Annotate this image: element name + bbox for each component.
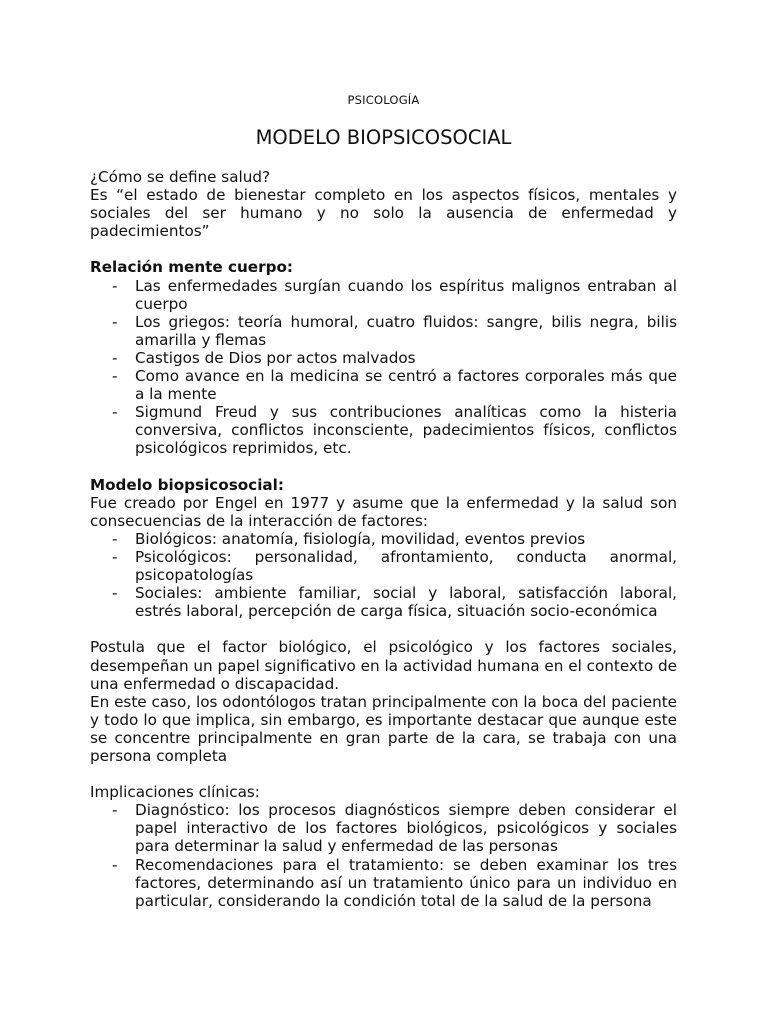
spacer <box>90 620 677 638</box>
list-item-text: Las enfermedades surgían cuando los espíritus malignos entraban al cuerpo <box>135 276 677 313</box>
document-page <box>90 0 677 1024</box>
document-title: MODELO BIOPSICOSOCIAL <box>255 126 512 149</box>
list-item <box>90 801 677 855</box>
dash-marker: - <box>112 276 118 295</box>
list-item <box>90 349 677 367</box>
dash-marker: - <box>112 801 118 820</box>
list-item <box>90 856 677 910</box>
list-item-text: Castigos de Dios por actos malvados <box>135 348 416 367</box>
section-heading-mente-cuerpo: Relación mente cuerpo: <box>90 258 293 277</box>
list-mente-cuerpo <box>90 277 677 458</box>
list-factores <box>90 530 677 620</box>
dash-marker: - <box>112 529 118 548</box>
list-item <box>90 548 677 584</box>
list-item <box>90 367 677 403</box>
section-intro-modelo: Fue creado por Engel en 1977 y asume que la enfermedad y la salud son consecuencias de la interacción de factores: <box>90 493 677 530</box>
intro-definition: Es “el estado de bienestar completo en los aspectos físicos, mentales y sociales del ser humano y no solo la ausencia de enfermedad y padecimientos” <box>90 186 677 241</box>
list-item-text: Psicológicos: personalidad, afrontamiento, conducta anormal, psicopatologías <box>135 547 677 585</box>
list-item-text: Sigmund Freud y sus contribuciones analíticas como la histeria conversiva, conflictos inconsciente, padecimientos físicos, conflictos psicológicos reprimidos, etc. <box>135 403 677 458</box>
section-heading-modelo: Modelo biopsicosocial: <box>90 475 284 494</box>
document-body <box>90 168 677 910</box>
intro-question: ¿Cómo se define salud? <box>90 168 271 186</box>
section-heading-implicaciones: Implicaciones clínicas: <box>90 783 260 802</box>
list-item <box>90 277 677 313</box>
dash-marker: - <box>112 312 118 331</box>
list-item-text: Diagnóstico: los procesos diagnósticos siempre deben considerar el papel interactivo de los factores biológicos, psicológicos y sociales para determinar la salud y enfermedad de las personas <box>135 801 677 856</box>
list-item-text: Recomendaciones para el tratamiento: se deben examinar los tres factores, determinando así un tratamiento único para un individuo en particular, considerando la condición total de la salud de la persona <box>135 855 677 910</box>
spacer <box>90 240 677 258</box>
document-header: PSICOLOGÍA <box>347 93 420 107</box>
list-item-text: Como avance en la medicina se centró a factores corporales más que a la mente <box>135 367 677 404</box>
dash-marker: - <box>112 403 118 422</box>
dash-marker: - <box>112 855 118 874</box>
paragraph-postula: Postula que el factor biológico, el psicológico y los factores sociales, desempeñan un papel significativo en la actividad humana en el contexto de una enfermedad o discapacidad. <box>90 638 677 693</box>
dash-marker: - <box>112 584 118 603</box>
paragraph-odontologos: En este caso, los odontólogos tratan principalmente con la boca del paciente y todo lo que implica, sin embargo, es importante destacar que aunque este se concentre principalmente en gran parte de la cara, se trabaja con una persona completa <box>90 692 677 765</box>
spacer <box>90 765 677 783</box>
list-item <box>90 584 677 620</box>
list-item-text: Biológicos: anatomía, fisiología, movilidad, eventos previos <box>135 529 586 548</box>
list-implicaciones <box>90 801 677 910</box>
list-item <box>90 313 677 349</box>
list-item <box>90 403 677 457</box>
list-item <box>90 530 677 548</box>
dash-marker: - <box>112 348 118 367</box>
list-item-text: Sociales: ambiente familiar, social y laboral, satisfacción laboral, estrés laboral, percepción de carga física, situación socio-económica <box>135 584 677 621</box>
list-item-text: Los griegos: teoría humoral, cuatro fluidos: sangre, bilis negra, bilis amarilla y flemas <box>135 312 677 349</box>
spacer <box>90 458 677 476</box>
dash-marker: - <box>112 547 118 566</box>
dash-marker: - <box>112 367 118 386</box>
